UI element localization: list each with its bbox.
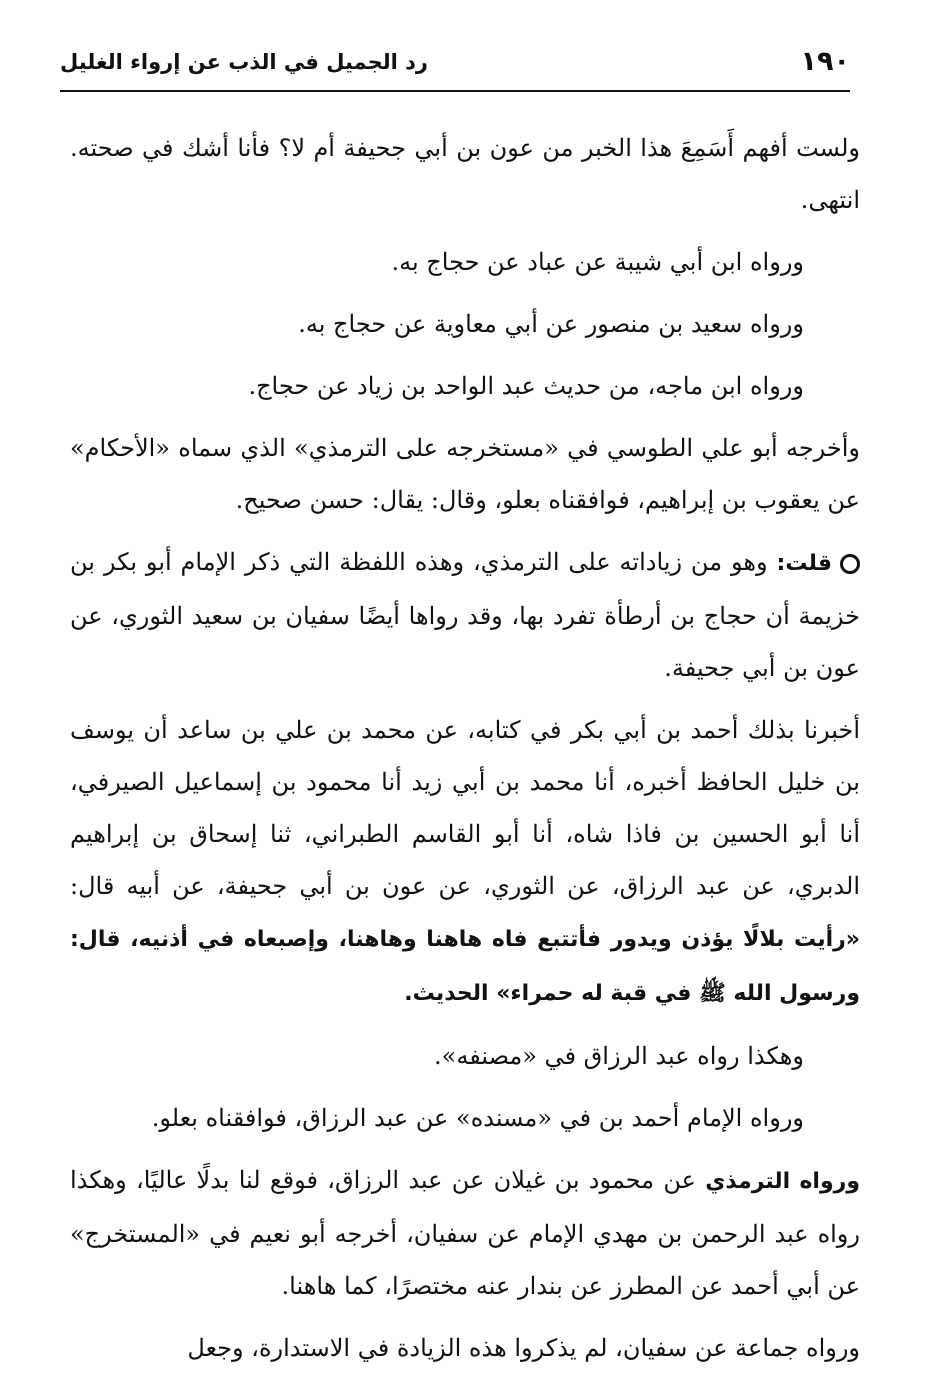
note-label: قلت: [776,551,832,576]
paragraph-7 [70,704,860,1020]
paragraph-1: ولست أفهم أَسَمِعَ هذا الخبر من عون بن أبي جحيفة أم لا؟ فأنا أشك في صحته. انتهى. [70,134,860,214]
running-title: رد الجميل في الذب عن إرواء الغليل [60,50,429,74]
paragraph-8: وهكذا رواه عبد الرزاق في «مصنفه». [434,1042,804,1070]
page-body [70,122,860,1374]
page-number: ١٩٠ [800,46,850,77]
paragraph-6 [70,536,860,694]
paragraph-3: ورواه سعيد بن منصور عن أبي معاوية عن حجاج به. [298,310,804,338]
paragraph-9: ورواه الإمام أحمد بن في «مسنده» عن عبد الرزاق، فوافقناه بعلو. [151,1104,804,1132]
hadith-quote: «رأيت بلالًا يؤذن ويدور فأتتبع فاه هاهنا وهاهنا، وإصبعاه في أذنيه، قال: ورسول الله ﷺ في قبة له حمراء» [70,927,860,1006]
paragraph-2: ورواه ابن أبي شيبة عن عباد عن حجاج به. [391,248,804,276]
hadith-end: الحديث. [404,981,489,1006]
paragraph-7-text: أخبرنا بذلك أحمد بن أبي بكر في كتابه، عن محمد بن علي بن ساعد أن يوسف بن خليل الحافظ أخبره، أنا محمد بن أبي زيد أنا محمود بن إسماعيل الصيرفي، أنا أبو الحسين بن فاذا شاه، أنا أبو القاسم الطبراني، ثنا إسحاق بن إبراهيم الدبري، عن عبد الرزاق، عن الثوري، عن عون بن أبي جحيفة، عن أبيه قال: [70,716,860,900]
paragraph-5: وأخرجه أبو علي الطوسي في «مستخرجه على الترمذي» الذي سماه «الأحكام» عن يعقوب بن إبراهيم، فوافقناه بعلو، وقال: يقال: حسن صحيح. [70,434,860,514]
paragraph-11: ورواه جماعة عن سفيان، لم يذكروا هذه الزيادة في الاستدارة، وجعل [187,1334,860,1362]
paragraph-10-label: ورواه الترمذي [705,1169,860,1194]
page-header [60,44,850,92]
circle-icon [840,554,860,574]
paragraph-6-text: وهو من زياداته على الترمذي، وهذه اللفظة التي ذكر الإمام أبو بكر بن خزيمة أن حجاج بن أرطأة تفرد بها، وقد رواها أيضًا سفيان بن سعيد الثوري، عن عون بن أبي جحيفة. [70,548,860,682]
paragraph-4: ورواه ابن ماجه، من حديث عبد الواحد بن زياد عن حجاج. [248,372,804,400]
paragraph-10-text: عن محمود بن غيلان عن عبد الرزاق، فوقع لنا بدلًا عاليًا، وهكذا رواه عبد الرحمن بن مهدي الإمام عن سفيان، أخرجه أبو نعيم في «المستخرج» عن أبي أحمد عن المطرز عن بندار عنه مختصرًا، كما هاهنا. [70,1166,860,1300]
paragraph-10 [70,1154,860,1312]
